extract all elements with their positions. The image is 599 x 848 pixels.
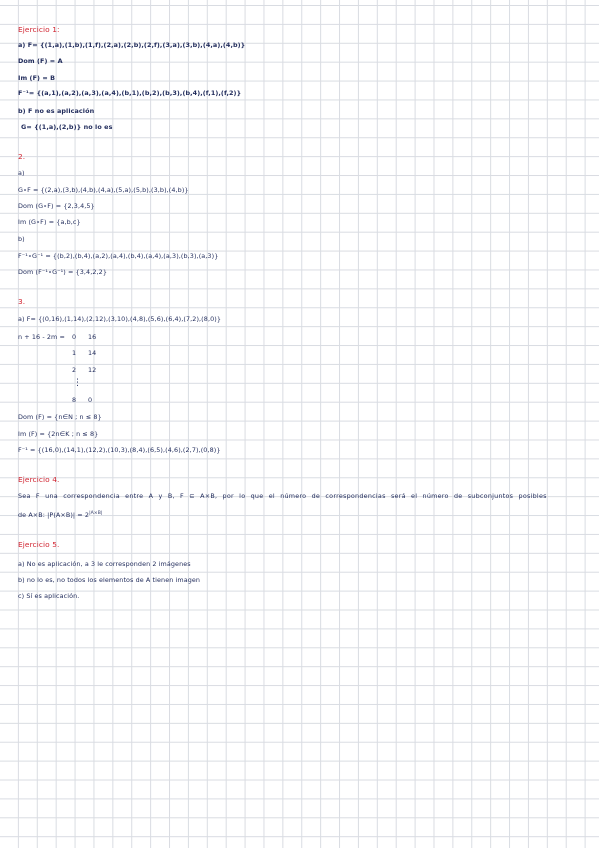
exercise-3-title: 3.	[18, 297, 26, 306]
formula-base: de A×B: |P(A×B)| = 2	[18, 511, 90, 520]
table-ellipsis: ⋮	[73, 378, 83, 388]
exercise-1-g-relation: G= {(1,a),(2,b)} no lo es	[21, 123, 113, 131]
table-m-value: 12	[88, 366, 97, 374]
table-n-value: 2	[72, 366, 77, 374]
exercise-3-inverse: F⁻¹ = {(16,0),(14,1),(12,2),(10,3),(8,4),(6,5),(4,6),(2,7),(0,8)}	[18, 446, 221, 454]
exercise-5-c-answer: c) Sí es aplicación.	[18, 592, 80, 600]
exercise-2-b-label: b)	[18, 235, 25, 243]
exercise-2-composition: G∘F = {(2,a),(3,b),(4,b),(4,a),(5,a),(5,b),(3,b),(4,b)}	[18, 186, 189, 194]
exercise-4-text: Sea F una correspondencia entre A y B, F ⊆ A×B, por lo que el número de correspondencias será el número de subconjuntos posibles	[18, 492, 547, 500]
exercise-2-inverse-composition: F⁻¹∘G⁻¹ = {(b,2),(b,4),(a,2),(a,4),(b,4),(a,4),(a,3),(b,3),(a,3)}	[18, 252, 219, 260]
table-n-value: 0	[72, 333, 77, 341]
exercise-1-a-definition: a) F= {(1,a),(1,b),(1,f),(2,a),(2,b),(2,f),(3,a),(3,b),(4,a),(4,b)}	[18, 41, 246, 49]
exercise-1-b-answer: b) F no es aplicación	[18, 107, 95, 115]
exercise-1-title: Ejercicio 1:	[18, 25, 60, 34]
table-m-value: 0	[88, 396, 93, 404]
exercise-1-image: Im (F) = B	[18, 74, 56, 82]
table-m-value: 14	[88, 349, 97, 357]
exercise-3-image: Im (F) = {2n∈K ; n ≤ 8}	[18, 430, 99, 438]
exercise-5-title: Ejercicio 5.	[18, 540, 60, 549]
exercise-2-a-label: a)	[18, 169, 25, 177]
exercise-1-domain: Dom (F) = A	[18, 57, 63, 65]
formula-exponent: |A×B|	[89, 511, 103, 516]
exercise-3-equation: n + 16 - 2m =	[18, 333, 65, 341]
table-n-value: 1	[72, 349, 77, 357]
exercise-1-inverse: F⁻¹= {(a,1),(a,2),(a,3),(a,4),(b,1),(b,2),(b,3),(b,4),(f,1),(f,2)}	[18, 89, 242, 97]
exercise-3-a-definition: a) F= {(0,16),(1,14),(2,12),(3,10),(4,8),(5,6),(6,4),(7,2),(8,0)}	[18, 315, 221, 323]
exercise-2-inverse-domain: Dom (F⁻¹∘G⁻¹) = {3,4,2,2}	[18, 268, 107, 276]
exercise-3-domain: Dom (F) = {n∈N ; n ≤ 8}	[18, 413, 102, 421]
exercise-4-formula	[18, 510, 103, 519]
exercise-2-title: 2.	[18, 152, 26, 161]
exercise-5-b-answer: b) no lo es, no todos los elementos de A tienen imagen	[18, 576, 201, 584]
exercise-2-image: Im (G∘F) = {a,b,c}	[18, 218, 81, 226]
exercise-2-domain: Dom (G∘F) = {2,3,4,5}	[18, 202, 95, 210]
exercise-4-title: Ejercicio 4.	[18, 475, 60, 484]
table-m-value: 16	[88, 333, 97, 341]
exercise-5-a-answer: a) No es aplicación, a 3 le corresponden 2 imágenes	[18, 560, 191, 568]
table-n-value: 8	[72, 396, 77, 404]
